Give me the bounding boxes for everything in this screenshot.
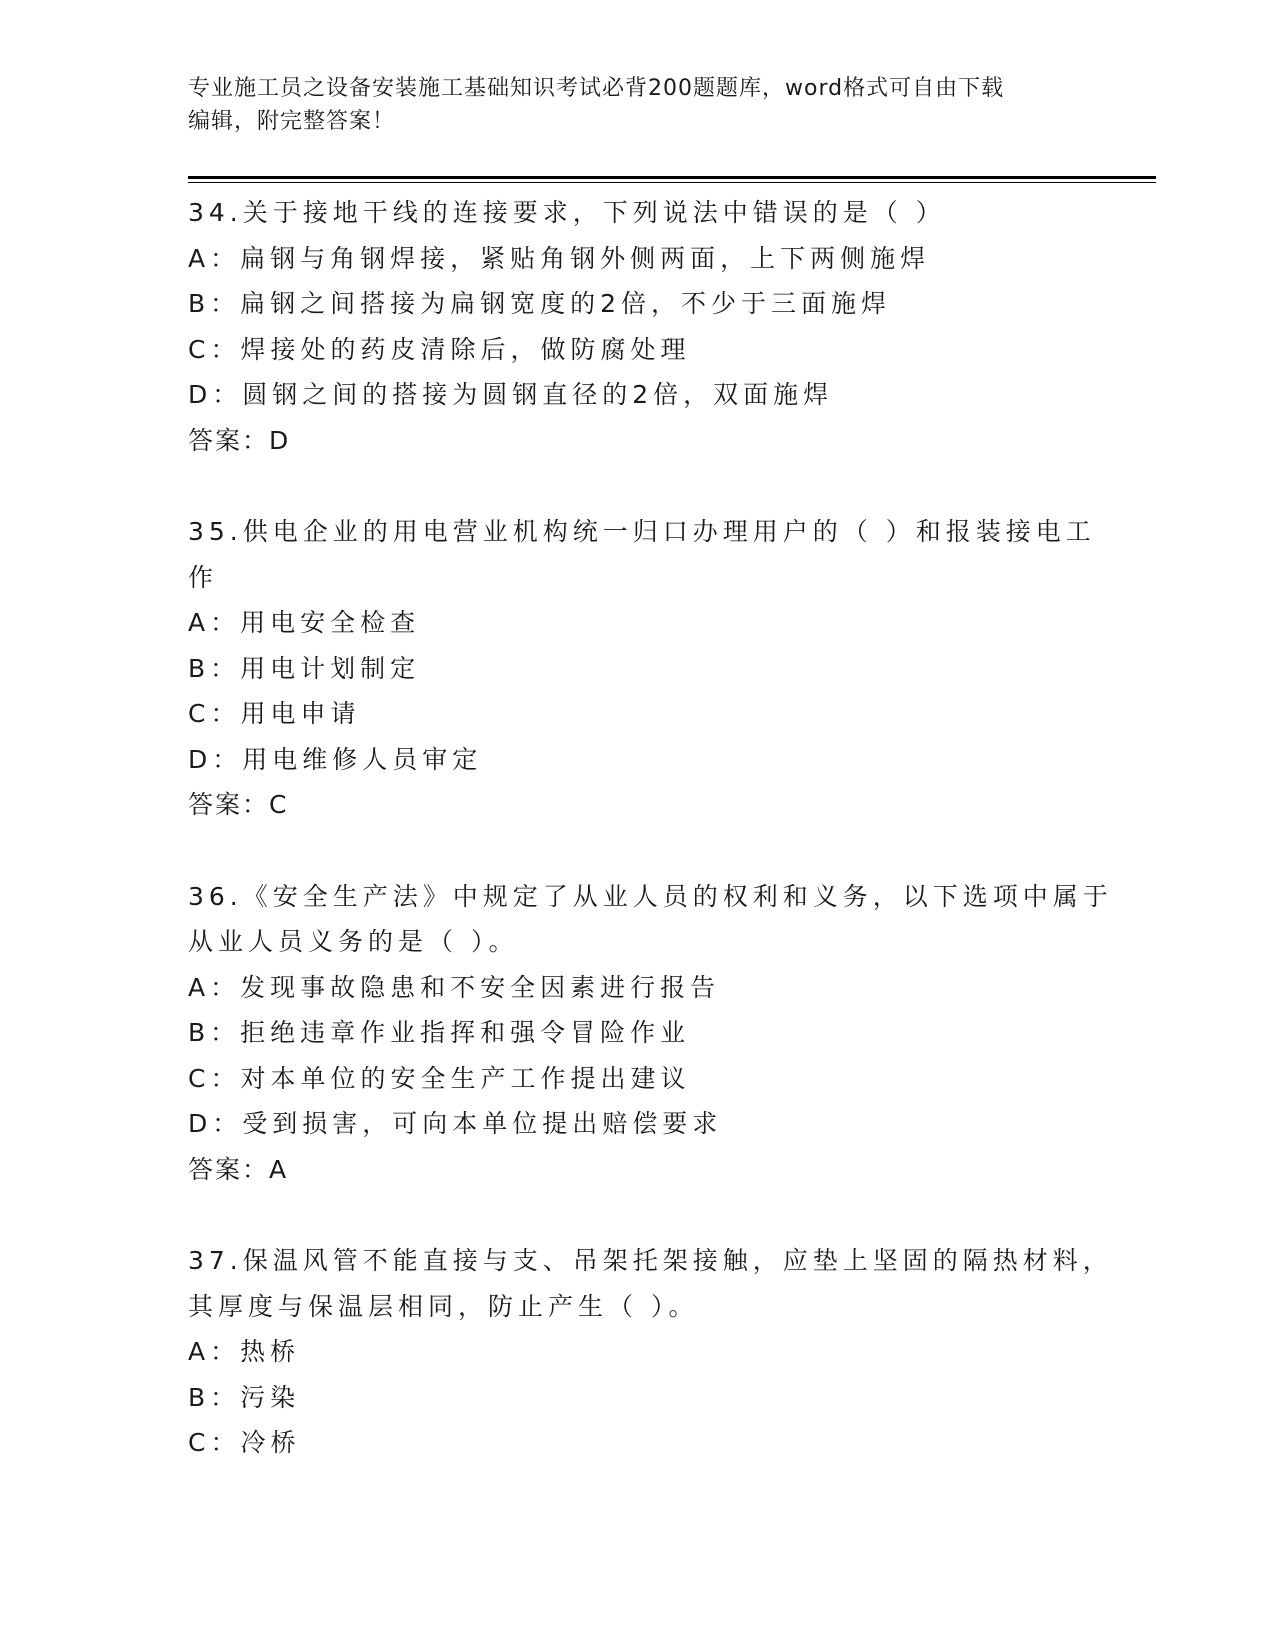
option-b: B：扁钢之间搭接为扁钢宽度的2倍，不少于三面施焊 (188, 289, 892, 318)
question-37 (188, 1238, 1113, 1466)
option-b: B：用电计划制定 (188, 653, 421, 683)
option-a: A：扁钢与角钢焊接，紧贴角钢外侧两面，上下两侧施焊 (188, 243, 931, 273)
header-line-1: 专业施工员之设备安装施工基础知识考试必背200题题库，word格式可自由下载 (188, 76, 1005, 101)
option-b: B：拒绝违章作业指挥和强令冒险作业 (188, 1018, 691, 1047)
option-c: C：焊接处的药皮清除后，做防腐处理 (188, 334, 691, 364)
question-stem-continued: 作 (188, 562, 219, 592)
question-stem: 34.关于接地干线的连接要求，下列说法中错误的是（ ） (188, 198, 946, 227)
question-stem: 37.保温风管不能直接与支、吊架托架接触，应垫上坚固的隔热材料， (188, 1246, 1113, 1275)
header-divider-thick (188, 176, 1156, 179)
question-list (188, 190, 1113, 1466)
question-stem: 35.供电企业的用电营业机构统一归口办理用户的（ ）和报装接电工 (188, 517, 1096, 546)
header-line-2: 编辑，附完整答案！ (188, 109, 396, 134)
question-36 (188, 874, 1113, 1239)
document-header (188, 72, 1088, 138)
answer-line: 答案：D (188, 425, 291, 455)
option-c: C：冷桥 (188, 1428, 301, 1457)
question-stem-continued: 从业人员义务的是（ ）。 (188, 927, 519, 956)
answer-line: 答案：C (188, 790, 289, 819)
header-divider-thin (188, 182, 1156, 183)
answer-line: 答案：A (188, 1154, 289, 1184)
option-a: A：用电安全检查 (188, 608, 421, 637)
question-35 (188, 509, 1096, 874)
option-a: A：发现事故隐患和不安全因素进行报告 (188, 972, 721, 1002)
option-b: B：污染 (188, 1382, 301, 1412)
option-d: D：受到损害，可向本单位提出赔偿要求 (188, 1109, 723, 1138)
option-c: C：用电申请 (188, 699, 361, 728)
option-a: A：热桥 (188, 1337, 301, 1366)
option-d: D：用电维修人员审定 (188, 744, 483, 774)
question-34 (188, 190, 1088, 509)
question-stem: 36.《安全生产法》中规定了从业人员的权利和义务，以下选项中属于 (188, 881, 1113, 911)
question-stem-continued: 其厚度与保温层相同，防止产生（ ）。 (188, 1291, 699, 1321)
option-d: D：圆钢之间的搭接为圆钢直径的2倍，双面施焊 (188, 380, 834, 409)
option-c: C：对本单位的安全生产工作提出建议 (188, 1063, 691, 1093)
